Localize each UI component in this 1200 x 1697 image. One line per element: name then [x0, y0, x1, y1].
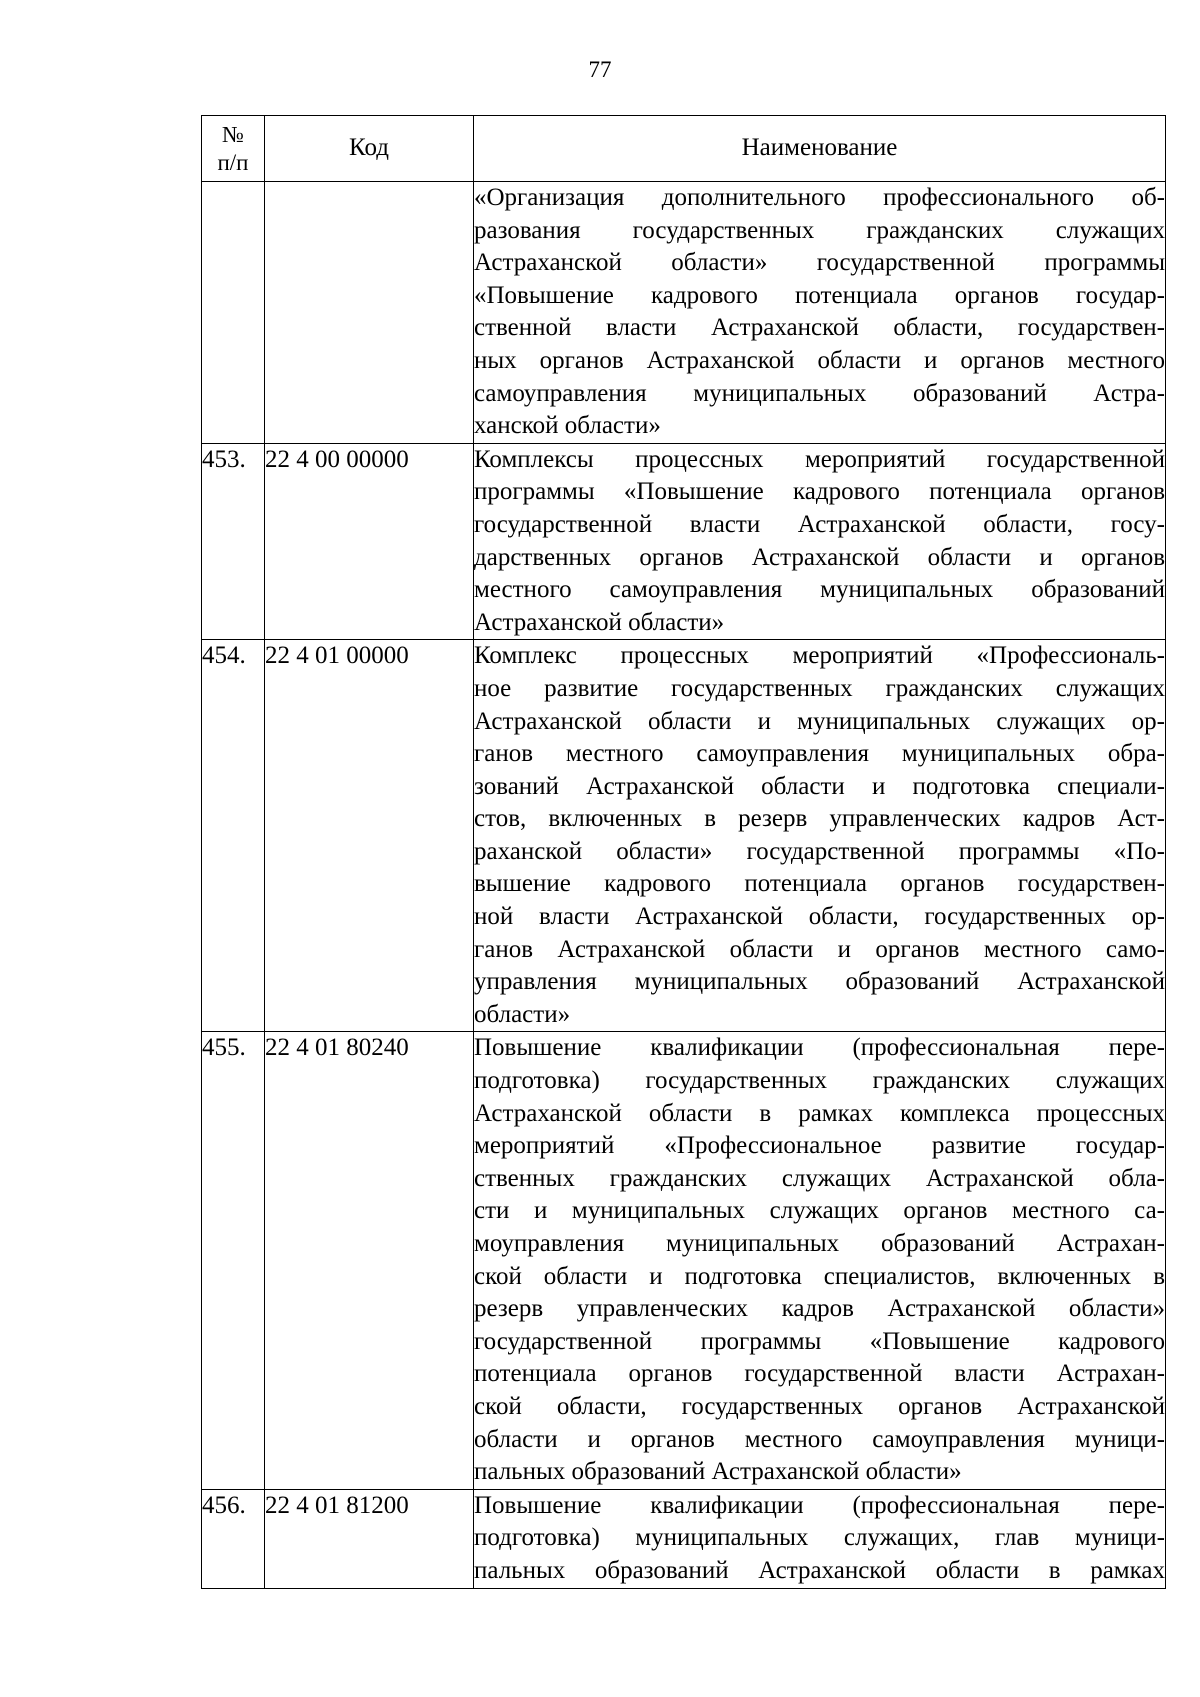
- row-name-line: ных органов Астраханской области и органов местного: [474, 346, 1165, 374]
- row-code: 22 4 01 80240: [265, 1032, 474, 1489]
- row-name-line: «Организация дополнительного профессионального об-: [474, 184, 1165, 211]
- row-number: 455.: [202, 1032, 265, 1489]
- row-name-line: Астраханской области»: [474, 608, 725, 636]
- header-number: [202, 116, 265, 182]
- row-name-line: вышение кадрового потенциала органов государствен-: [474, 870, 1165, 898]
- header-number-sign: №: [222, 121, 244, 147]
- row-name-line: управления муниципальных образований Астраханской: [474, 968, 1165, 996]
- row-code: 22 4 01 81200: [265, 1489, 474, 1588]
- table-row: [202, 443, 1166, 640]
- row-code: 22 4 00 00000: [265, 443, 474, 640]
- row-code: 22 4 01 00000: [265, 640, 474, 1032]
- row-name-line: государственной программы «Повышение кадрового: [474, 1327, 1165, 1355]
- row-name-line: моуправления муниципальных образований Астрахан-: [474, 1230, 1165, 1257]
- row-name-line: сти и муниципальных служащих органов местного са-: [474, 1197, 1165, 1225]
- row-name: [474, 640, 1166, 1032]
- row-name-line: Комплекс процессных мероприятий «Профессиональ-: [474, 642, 1165, 670]
- row-name-line: области и органов местного самоуправления муници-: [474, 1425, 1165, 1453]
- page-number: 77: [588, 57, 612, 82]
- row-name-line: потенциала органов государственной власти Астрахан-: [474, 1360, 1165, 1388]
- header-code: Код: [265, 116, 474, 182]
- row-number: 453.: [202, 443, 265, 640]
- row-name-line: мероприятий «Профессиональное развитие государ-: [474, 1132, 1165, 1160]
- row-name-line: ганов Астраханской области и органов местного само-: [474, 935, 1165, 963]
- table-row: [202, 182, 1166, 444]
- table-body: [202, 182, 1166, 1589]
- row-name-line: ской области, государственных органов Астраханской: [474, 1392, 1165, 1420]
- row-name: [474, 1489, 1166, 1588]
- row-name-line: резерв управленческих кадров Астраханской области»: [474, 1295, 1165, 1323]
- row-name-line: государственной власти Астраханской области, госу-: [474, 510, 1165, 538]
- row-name-line: ской области и подготовка специалистов, включенных в: [474, 1262, 1165, 1290]
- header-name: Наименование: [474, 116, 1166, 182]
- row-name-line: ственных гражданских служащих Астраханской обла-: [474, 1164, 1165, 1192]
- row-name-line: ное развитие государственных гражданских служащих: [474, 674, 1165, 702]
- row-name-line: ганов местного самоуправления муниципальных обра-: [474, 740, 1165, 768]
- row-number: 456.: [202, 1489, 265, 1588]
- row-name-line: подготовка) государственных гражданских служащих: [474, 1067, 1165, 1095]
- row-name: [474, 1032, 1166, 1489]
- row-name-line: зований Астраханской области и подготовка специали-: [474, 772, 1165, 800]
- row-name-line: Астраханской области» государственной программы: [474, 249, 1165, 277]
- row-name: [474, 443, 1166, 640]
- table-row: [202, 1489, 1166, 1588]
- table-header-row: [202, 116, 1166, 182]
- row-name-line: «Повышение кадрового потенциала органов государ-: [474, 281, 1165, 309]
- row-name-line: стов, включенных в резерв управленческих кадров Аст-: [474, 805, 1165, 833]
- row-name-line: ственной власти Астраханской области, государствен-: [474, 314, 1165, 342]
- classification-table: [201, 115, 1166, 1589]
- row-name-line: области»: [474, 1000, 571, 1028]
- row-name-line: подготовка) муниципальных служащих, глав муници-: [474, 1524, 1165, 1552]
- row-name-line: раханской области» государственной программы «По-: [474, 837, 1165, 865]
- row-name-line: самоуправления муниципальных образований Астра-: [474, 379, 1165, 407]
- header-number-pp: п/п: [217, 149, 249, 175]
- row-number: [202, 182, 265, 444]
- row-name-line: Астраханской области и муниципальных служащих ор-: [474, 707, 1165, 735]
- row-name-line: Астраханской области в рамках комплекса процессных: [474, 1099, 1165, 1127]
- table-row: [202, 1032, 1166, 1489]
- row-name-line: дарственных органов Астраханской области и органов: [474, 543, 1165, 571]
- row-name-line: ной власти Астраханской области, государственных ор-: [474, 903, 1165, 931]
- row-name-line: пальных образований Астраханской области в рамках: [474, 1556, 1165, 1584]
- row-name-line: Повышение квалификации (профессиональная пере-: [474, 1034, 1165, 1062]
- row-code: [265, 182, 474, 444]
- table-row: [202, 640, 1166, 1032]
- row-name-line: ханской области»: [474, 412, 661, 440]
- row-name-line: пальных образований Астраханской области»: [474, 1458, 962, 1486]
- row-name-line: разования государственных гражданских служащих: [474, 216, 1165, 244]
- row-name-line: Комплексы процессных мероприятий государственной: [474, 445, 1165, 473]
- row-number: 454.: [202, 640, 265, 1032]
- row-name-line: Повышение квалификации (профессиональная пере-: [474, 1491, 1165, 1519]
- row-name: [474, 182, 1166, 444]
- row-name-line: местного самоуправления муниципальных образований: [474, 576, 1165, 604]
- row-name-line: программы «Повышение кадрового потенциала органов: [474, 478, 1165, 506]
